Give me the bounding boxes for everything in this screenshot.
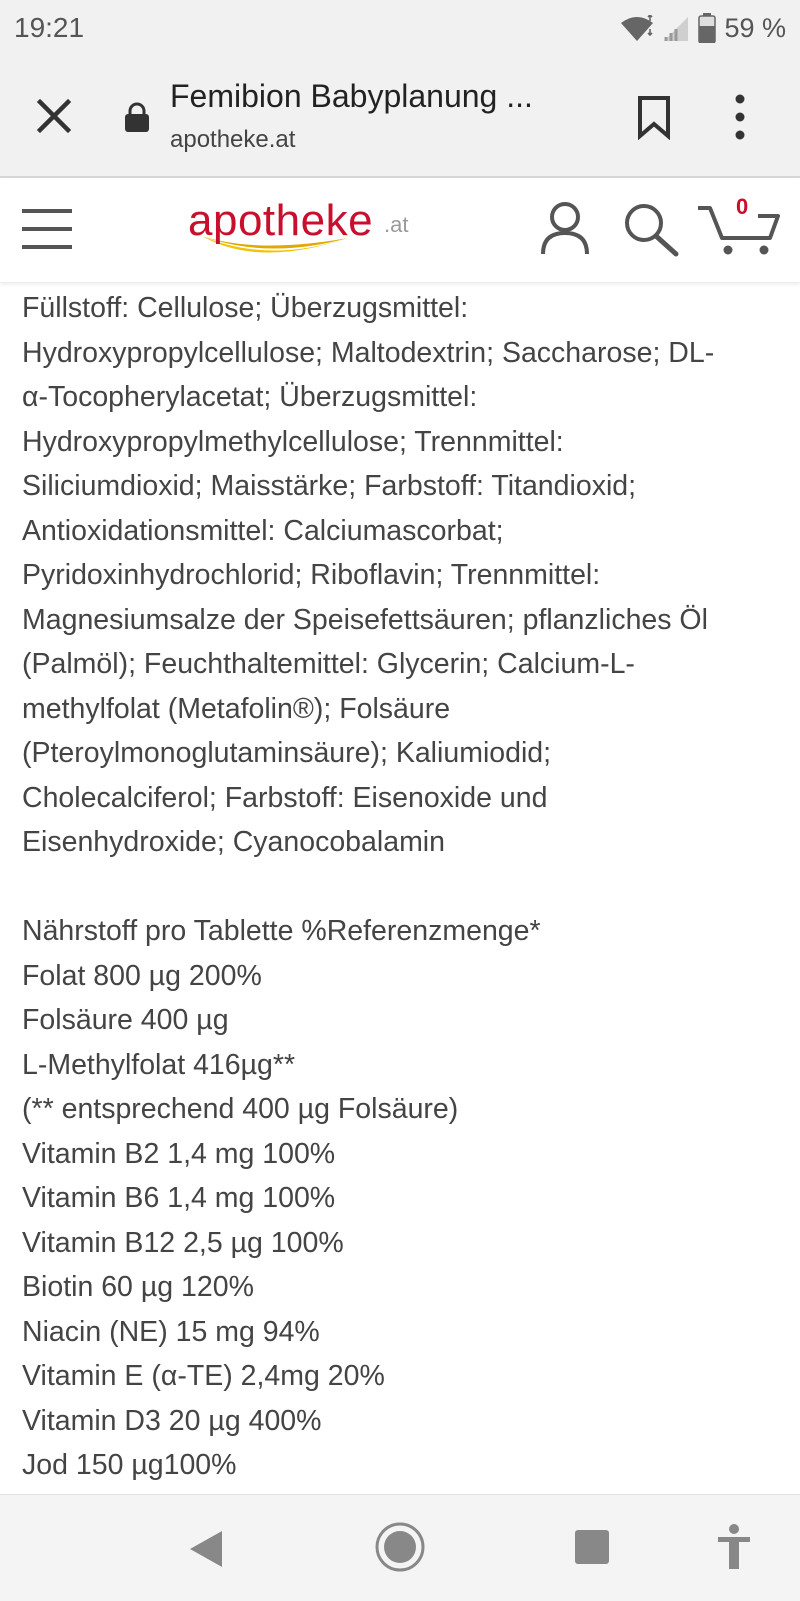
- ingredients-line: Magnesiumsalze der Speisefettsäuren; pflanzliches Öl: [22, 603, 708, 636]
- nutrient-row: Jod 150 µg100%: [22, 1449, 237, 1481]
- ingredients-line: Pyridoxinhydrochlorid; Riboflavin; Trennmittel:: [22, 559, 601, 591]
- ingredients-line: methylfolat (Metafolin®); Folsäure: [22, 692, 451, 725]
- nutrient-row: Vitamin B6 1,4 mg 100%: [22, 1182, 336, 1214]
- nutrient-row: Folat 800 µg 200%: [22, 959, 262, 992]
- nutrient-note: (** entsprechend 400 µg Folsäure): [22, 1093, 459, 1125]
- ingredients-line: (Pteroylmonoglutaminsäure); Kaliumiodid;: [22, 737, 552, 769]
- ingredients-line: Füllstoff: Cellulose; Überzugsmittel:: [22, 292, 469, 324]
- battery-icon: [698, 13, 716, 43]
- status-indicators: [620, 13, 786, 44]
- nutrient-row: Vitamin E (α-TE) 2,4mg 20%: [22, 1360, 385, 1392]
- more-vert-icon: [734, 92, 746, 142]
- nutrient-row: Vitamin B12 2,5 µg 100%: [22, 1226, 344, 1259]
- browser-toolbar: [0, 56, 800, 178]
- ingredients-line: Siliciumdioxid; Maisstärke; Farbstoff: Titandioxid;: [22, 470, 637, 502]
- nutrient-row: Biotin 60 µg 120%: [22, 1271, 254, 1303]
- recents-button[interactable]: [574, 1529, 610, 1570]
- site-header: [0, 178, 800, 283]
- home-button[interactable]: [374, 1521, 426, 1578]
- home-icon: [374, 1521, 426, 1573]
- account-icon: [540, 200, 590, 256]
- ingredients-line: (Palmöl); Feuchthaltemittel: Glycerin; Calcium-L-: [22, 648, 635, 680]
- page-url[interactable]: apotheke.at: [170, 126, 296, 153]
- close-tab-button[interactable]: [32, 94, 76, 138]
- accessibility-icon: [716, 1523, 752, 1571]
- product-details: [22, 286, 792, 1488]
- nutrient-row: Niacin (NE) 15 mg 94%: [22, 1315, 320, 1348]
- account-button[interactable]: [540, 200, 590, 256]
- status-time: 19:21: [14, 12, 85, 43]
- ingredients-line: Antioxidationsmittel: Calciumascorbat;: [22, 514, 504, 547]
- nutrient-table: [22, 909, 792, 1488]
- lock-icon: [124, 102, 150, 132]
- status-bar: [0, 0, 800, 56]
- ingredients-line: α-Tocopherylacetat; Überzugsmittel:: [22, 381, 478, 413]
- bookmark-button[interactable]: [634, 94, 674, 140]
- system-nav-bar: [0, 1494, 800, 1601]
- logo-suffix: .at: [384, 212, 409, 237]
- ingredients-line: Eisenhydroxide; Cyanocobalamin: [22, 826, 445, 858]
- menu-button[interactable]: [22, 208, 72, 250]
- bookmark-icon: [634, 94, 674, 140]
- page-title[interactable]: Femibion Babyplanung ...: [170, 78, 533, 114]
- close-icon: [32, 94, 76, 138]
- back-icon: [188, 1529, 224, 1569]
- nutrient-row: Vitamin D3 20 µg 400%: [22, 1404, 322, 1437]
- cart-count-badge: 0: [736, 194, 749, 219]
- hamburger-menu-icon: [22, 208, 72, 250]
- signal-icon: [662, 15, 690, 41]
- ingredients-line: Hydroxypropylcellulose; Maltodextrin; Saccharose; DL-: [22, 336, 715, 369]
- nutrient-row: Folsäure 400 µg: [22, 1004, 229, 1036]
- nutrient-header: Nährstoff pro Tablette %Referenzmenge*: [22, 915, 541, 947]
- paragraph-spacer: [22, 865, 792, 910]
- search-button[interactable]: [622, 202, 682, 258]
- search-icon: [622, 202, 682, 258]
- recents-icon: [574, 1529, 610, 1565]
- back-button[interactable]: [188, 1529, 224, 1574]
- wifi-icon: [620, 15, 654, 41]
- ingredients-list: [22, 286, 792, 865]
- ingredients-line: Cholecalciferol; Farbstoff: Eisenoxide und: [22, 781, 548, 814]
- logo-text: apotheke: [188, 196, 374, 245]
- ingredients-line: Hydroxypropylmethylcellulose; Trennmittel:: [22, 425, 564, 458]
- more-options-button[interactable]: [734, 92, 746, 142]
- nutrient-row: L-Methylfolat 416µg**: [22, 1048, 296, 1081]
- site-logo[interactable]: [188, 196, 428, 266]
- accessibility-button[interactable]: [716, 1523, 752, 1576]
- nutrient-row: Vitamin B2 1,4 mg 100%: [22, 1137, 336, 1170]
- cart-button[interactable]: [696, 194, 780, 258]
- battery-percent: 59 %: [724, 12, 786, 43]
